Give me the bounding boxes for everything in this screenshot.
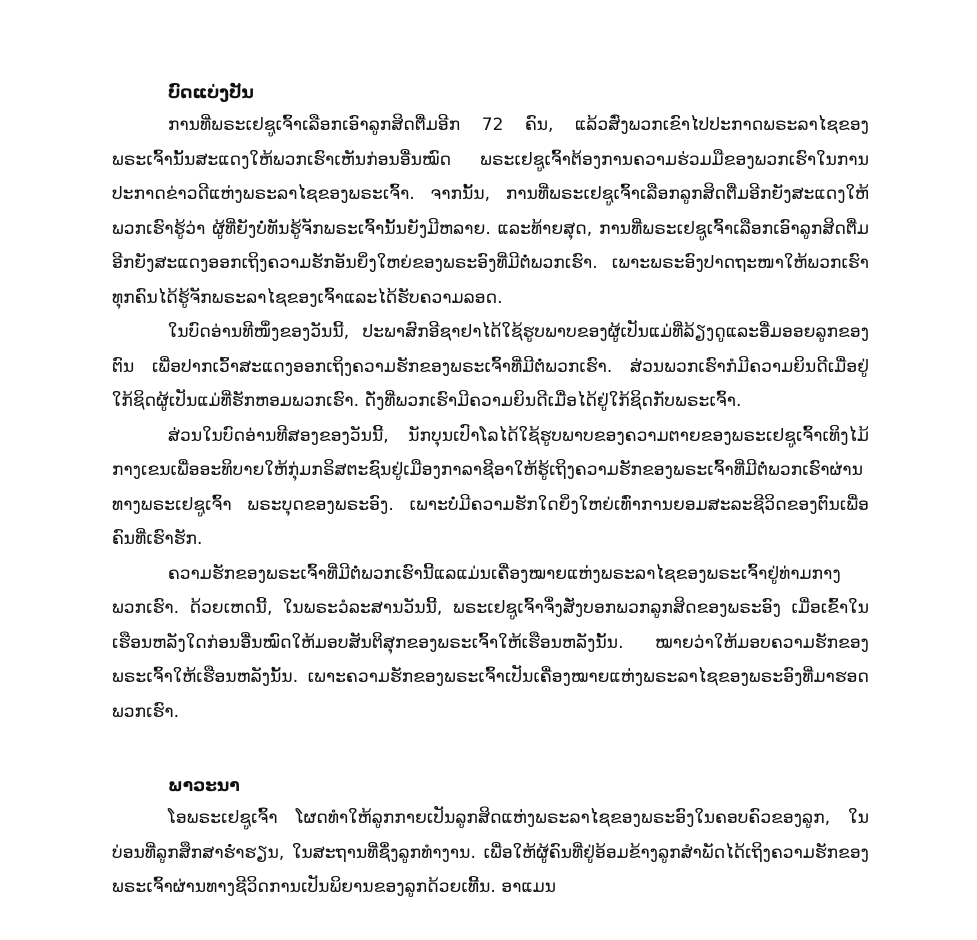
paragraph: ຄວາມຮັກຂອງພຣະເຈົ້າທີ່ມີຕໍ່ພວກເຮົານີ້ແລແມ່ນເຄື່ອງໝາຍແຫ່ງພຣະລາໄຊຂອງພຣະເຈົ້າຢູ່ທ່າມກາງພວກເຮົາ. ດ້ວຍເຫດນີ້, ໃນພຣະວໍລະສານວັນນີ້, ພຣະເຢຊູເຈົ້າຈຶ່ງສັ່ງບອກພວກລູກສິດຂອງພຣະອົງ ເມື່ອເຂົ້າໃນເຮືອນຫລັງໃດກ່ອນອື່ນໝົດໃຫ້ມອບສັນຕິສຸກຂອງພຣະເຈົ້າໃຫ້ເຮືອນຫລັງນັ້ນ. ໝາຍວ່າໃຫ້ມອບຄວາມຮັກຂອງພຣະເຈົ້າໃຫ້ເຮືອນຫລັງນັ້ນ. ເພາະຄວາມຮັກຂອງພຣະເຈົ້າເປັນເຄື່ອງໝາຍແຫ່ງພຣະລາໄຊຂອງພຣະອົງທີ່ມາຮອດພວກເຮົາ.	[112, 563, 869, 722]
paragraph: ໂອພຣະເຢຊູເຈົ້າ ໂຜດທຳໃຫ້ລູກກາຍເປັນລູກສິດແຫ່ງພຣະລາໄຊຂອງພຣະອົງໃນຄອບຄົວຂອງລູກ, ໃນບ່ອນທີ່ລູກສຶກສາຮ່ຳຮຽນ, ໃນສະຖານທີ່ຊຶ່ງລູກທຳງານ. ເພື່ອໃຫ້ຜູ້ຄົນທີ່ຢູ່ອ້ອມຂ້າງລູກສຳພັດໄດ້ເຖິງຄວາມຮັກຂອງພຣະເຈົ້າຜ່ານທາງຊີວິດການເປັນພິຍານຂອງລູກດ້ວຍເທີ້ນ. ອາແມນ	[112, 808, 869, 897]
paragraph: ການທີ່ພຣະເຢຊູເຈົ້າເລືອກເອົາລູກສິດຕື່ມອີກ 72 ຄົນ, ແລ້ວສົ່ງພວກເຂົາໄປປະກາດພຣະລາໄຊຂອງພຣະເຈົ້ານັ້ນສະແດງໃຫ້ພວກເຮົາເຫັນກ່ອນອື່ນໝົດ ພຣະເຢຊູເຈົ້າຕ້ອງການຄວາມຮ່ວມມືຂອງພວກເຮົາໃນການປະກາດຂ່າວດີແຫ່ງພຣະລາໄຊຂອງພຣະເຈົ້າ. ຈາກນັ້ນ, ການທີ່ພຣະເຢຊູເຈົ້າເລືອກລູກສິດຕື່ມອີກຍັງສະແດງໃຫ້ພວກເຮົາຮູ້ວ່າ ຜູ້ທີ່ຍັງບໍ່ທັນຮູ້ຈັກພຣະເຈົ້ານັ້ນຍັງມີຫລາຍ. ແລະທ້າຍສຸດ, ການທີ່ພຣະເຢຊູເຈົ້າເລືອກເອົາລູກສິດຕື່ມອີກຍັງສະແດງອອກເຖິງຄວາມຮັກອັນຍິ່ງໃຫຍ່ຂອງພຣະອົງທີ່ມີຕໍ່ພວກເຮົາ. ເພາະພຣະອົງປາດຖະໜາໃຫ້ພວກເຮົາທຸກຄົນໄດ້ຮູ້ຈັກພຣະລາໄຊຂອງເຈົ້າແລະໄດ້ຮັບຄວາມລອດ.	[112, 115, 869, 308]
paragraph: ໃນບົດອ່ານທີໜຶ່ງຂອງວັນນີ້, ປະພາສົກອີຊາຢາໄດ້ໃຊ້ຮູບພາບຂອງຜູ້ເປັນແມ່ທີ່ລ້ຽງດູແລະອື່ມອອຍລູກຂອງຕົນ ເພື່ອປາກເວົ້າສະແດງອອກເຖິງຄວາມຮັກຂອງພຣະເຈົ້າທີ່ມີຕໍ່ພວກເຮົາ. ສ່ວນພວກເຮົາກໍມີຄວາມຍິນດີເມື່ອຢູ່ໃກ້ຊິດຜູ້ເປັນແມ່ທີ່ຮັກຫອມພວກເຮົາ. ດັ່ງທີ່ພວກເຮົາມີຄວາມຍິນດີເມື່ອໄດ້ຢູ່ໃກ້ຊິດກັບພຣະເຈົ້າ.	[112, 322, 869, 411]
paragraph: ສ່ວນໃນບົດອ່ານທີສອງຂອງວັນນີ້, ນັກບຸນເປົາໂລໄດ້ໃຊ້ຮູບພາບຂອງຄວາມຕາຍຂອງພຣະເຢຊູເຈົ້າເທິງໄມ້ກາງເຂນເພື່ອອະທິບາຍໃຫ້ກຸ່ມກຣິສຕະຊົນຢູ່ເມືອງກາລາຊີອາໃຫ້ຮູ້ເຖິງຄວາມຮັກຂອງພຣະເຈົ້າທີ່ມີຕໍ່ພວກເຮົາຜ່ານທາງພຣະເຢຊູເຈົ້າ ພຣະບຸດຂອງພຣະອົງ. ເພາະບໍ່ມີຄວາມຮັກໃດຍິ່ງໃຫຍ່ເທົ່າການຍອມສະລະຊີວິດຂອງຕົນເພື່ອຄົນທີ່ເຮົາຮັກ.	[112, 425, 869, 549]
prayer-section	[112, 773, 869, 905]
sharing-section	[112, 80, 869, 729]
section-title-sharing: ບົດແບ່ງປັນ	[168, 83, 254, 103]
section-title-prayer: ພາວະນາ	[168, 776, 240, 796]
